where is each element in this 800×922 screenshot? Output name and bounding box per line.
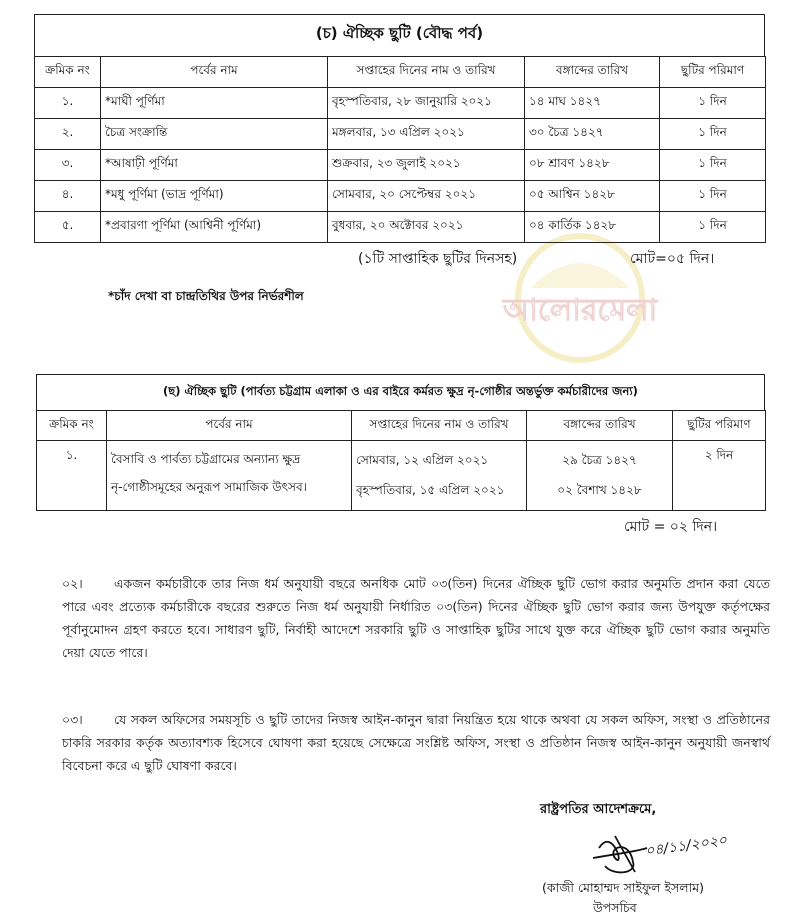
date-line-2: বৃহস্পতিবার, ১৫ এপ্রিল ২০২১ bbox=[356, 483, 505, 497]
presidential-order-line: রাষ্ট্রপতির আদেশক্রমে, bbox=[540, 802, 657, 817]
table-row bbox=[35, 150, 766, 181]
paragraph-02: একজন কর্মচারীকে তার নিজ ধর্ম অনুযায়ী বছরে অনধিক মোট ০৩(তিন) দিনের ঐচ্ছিক ছুটি ভোগ করার অনুমতি প্রদান করা যেতে পারে এবং প্রত্যেক কর্মচারীকে বছরের শুরুতে নিজ ধর্ম অনুযায়ী নির্ধারিত ০৩(তিন) দিনের ঐচ্ছিক ছুটি ভোগ করার জন্য উপযুক্ত কর্তৃপক্ষের পূর্বানুমোদন গ্রহণ করতে হবে। সাধারণ ছুটি, নির্বাহী আদেশে সরকারি ছুটি ও সাপ্তাহিক ছুটির সাথে যুক্ত করে ঐচ্ছিক ছুটি ভোগ করার অনুমতি দেয়া যেতে পারে। bbox=[62, 576, 770, 660]
cell-date: বুধবার, ২০ অক্টোবর ২০২১ bbox=[328, 212, 525, 243]
header-festival-name: পর্বের নাম bbox=[101, 57, 328, 88]
cell-bangla-date: ০৪ কার্তিক ১৪২৮ bbox=[525, 212, 660, 243]
table-header-row bbox=[35, 57, 766, 88]
cell-amount: ১ দিন bbox=[660, 181, 766, 212]
table-row bbox=[35, 181, 766, 212]
paragraph-03: যে সকল অফিসের সময়সূচি ও ছুটি তাদের নিজস্ব আইন-কানুন দ্বারা নিয়ন্ত্রিত হয়ে থাকে অথবা যে সকল অফিস, সংস্থা ও প্রতিষ্ঠানের চাকরি সরকার কর্তৃক অত্যাবশ্যক হিসেবে ঘোষণা করা হয়েছে সেক্ষেত্রে সংশ্লিষ্ট অফিস, সংস্থা ও প্রতিষ্ঠান নিজস্ব আইন-কানুন অনুযায়ী জনস্বার্থ বিবেচনা করে এ ছুটি ঘোষণা করবে। bbox=[62, 712, 770, 773]
date-line-1: সোমবার, ১২ এপ্রিল ২০২১ bbox=[356, 453, 489, 467]
cell-serial: ৫. bbox=[35, 212, 101, 243]
header-weekday-date: সপ্তাহের দিনের নাম ও তারিখ bbox=[328, 57, 525, 88]
paragraph-03-number: ০৩। bbox=[62, 712, 83, 727]
cell-amount: ১ দিন bbox=[660, 119, 766, 150]
moon-footnote: *চাঁদ দেখা বা চান্দ্রতিথির উপর নির্ভরশীল bbox=[108, 289, 304, 303]
header-bangla-date: বঙ্গাব্দের তারিখ bbox=[525, 57, 660, 88]
cell-date: শুক্রবার, ২৩ জুলাই ২০২১ bbox=[328, 150, 525, 181]
table-row bbox=[35, 119, 766, 150]
cell-date: বৃহস্পতিবার, ২৮ জানুয়ারি ২০২১ bbox=[328, 88, 525, 119]
header-bangla-date: বঙ্গাব্দের তারিখ bbox=[527, 411, 673, 441]
cell-serial: ১. bbox=[37, 441, 107, 511]
table-header-row bbox=[37, 411, 766, 441]
cell-festival: চৈত্র সংক্রান্তি bbox=[101, 119, 328, 150]
section-ca-table bbox=[34, 56, 766, 243]
cell-festival bbox=[107, 441, 352, 511]
cell-date bbox=[352, 441, 527, 511]
cell-festival: *আষাঢ়ী পূর্ণিমা bbox=[101, 150, 328, 181]
watermark-text: আলোরমেলা bbox=[502, 293, 658, 328]
cell-serial: ২. bbox=[35, 119, 101, 150]
cell-festival: *মাঘী পূর্ণিমা bbox=[101, 88, 328, 119]
signatory-designation: উপসচিব bbox=[593, 900, 637, 915]
header-festival-name: পর্বের নাম bbox=[107, 411, 352, 441]
cell-amount: ১ দিন bbox=[660, 88, 766, 119]
bangla-date-line-2: ০২ বৈশাখ ১৪২৮ bbox=[557, 483, 642, 497]
table-row bbox=[37, 441, 766, 511]
cell-serial: ৪. bbox=[35, 181, 101, 212]
cell-bangla-date: ৩০ চৈত্র ১৪২৭ bbox=[525, 119, 660, 150]
cell-amount: ১ দিন bbox=[660, 212, 766, 243]
cell-amount: ২ দিন bbox=[673, 441, 766, 511]
cell-festival: *প্রবারণা পূর্ণিমা (আশ্বিনী পূর্ণিমা) bbox=[101, 212, 328, 243]
cell-serial: ৩. bbox=[35, 150, 101, 181]
paragraph-02-number: ০২। bbox=[62, 576, 83, 591]
cell-bangla-date bbox=[527, 441, 673, 511]
cell-date: সোমবার, ২০ সেপ্টেম্বর ২০২১ bbox=[328, 181, 525, 212]
section-ca-total: মোট=০৫ দিন। bbox=[630, 251, 715, 267]
section-cha-total: মোট = ০২ দিন। bbox=[624, 519, 718, 535]
cell-festival: *মধু পূর্ণিমা (ভাদ্র পূর্ণিমা) bbox=[101, 181, 328, 212]
section-ca-title: (চ) ঐচ্ছিক ছুটি (বৌদ্ধ পর্ব) bbox=[34, 14, 765, 56]
signatory-name: (কাজী মোহাম্মদ সাইফুল ইসলাম) bbox=[542, 880, 704, 895]
section-cha-title: (ছ) ঐচ্ছিক ছুটি (পার্বত্য চট্টগ্রাম এলাকা ও এর বাইরে কর্মরত ক্ষুদ্র নৃ-গোষ্ঠীর অন্তর্ভুক্ত কর্মচারীদের জন্য) bbox=[36, 374, 765, 410]
cell-bangla-date: ০৮ শ্রাবণ ১৪২৮ bbox=[525, 150, 660, 181]
cell-bangla-date: ০৫ আশ্বিন ১৪২৮ bbox=[525, 181, 660, 212]
festival-line-1: বৈসাবি ও পার্বত্য চট্টগ্রামের অন্যান্য ক্ষুদ্র bbox=[111, 452, 301, 466]
header-serial: ক্রমিক নং bbox=[37, 411, 107, 441]
cell-bangla-date: ১৪ মাঘ ১৪২৭ bbox=[525, 88, 660, 119]
cell-serial: ১. bbox=[35, 88, 101, 119]
weekly-holiday-note: (১টি সাপ্তাহিক ছুটির দিনসহ) bbox=[358, 251, 518, 267]
signature-date: ০৪/১১/২০২০ bbox=[644, 832, 728, 860]
table-row bbox=[35, 88, 766, 119]
cell-date: মঙ্গলবার, ১৩ এপ্রিল ২০২১ bbox=[328, 119, 525, 150]
header-leave-amount: ছুটির পরিমাণ bbox=[673, 411, 766, 441]
section-cha-table bbox=[36, 410, 766, 511]
header-leave-amount: ছুটির পরিমাণ bbox=[660, 57, 766, 88]
header-serial: ক্রমিক নং bbox=[35, 57, 101, 88]
table-row bbox=[35, 212, 766, 243]
festival-line-2: নৃ-গোষ্ঠীসমূহের অনুরূপ সামাজিক উৎসব। bbox=[111, 480, 307, 494]
bangla-date-line-1: ২৯ চৈত্র ১৪২৭ bbox=[562, 453, 637, 467]
cell-amount: ১ দিন bbox=[660, 150, 766, 181]
header-weekday-date: সপ্তাহের দিনের নাম ও তারিখ bbox=[352, 411, 527, 441]
